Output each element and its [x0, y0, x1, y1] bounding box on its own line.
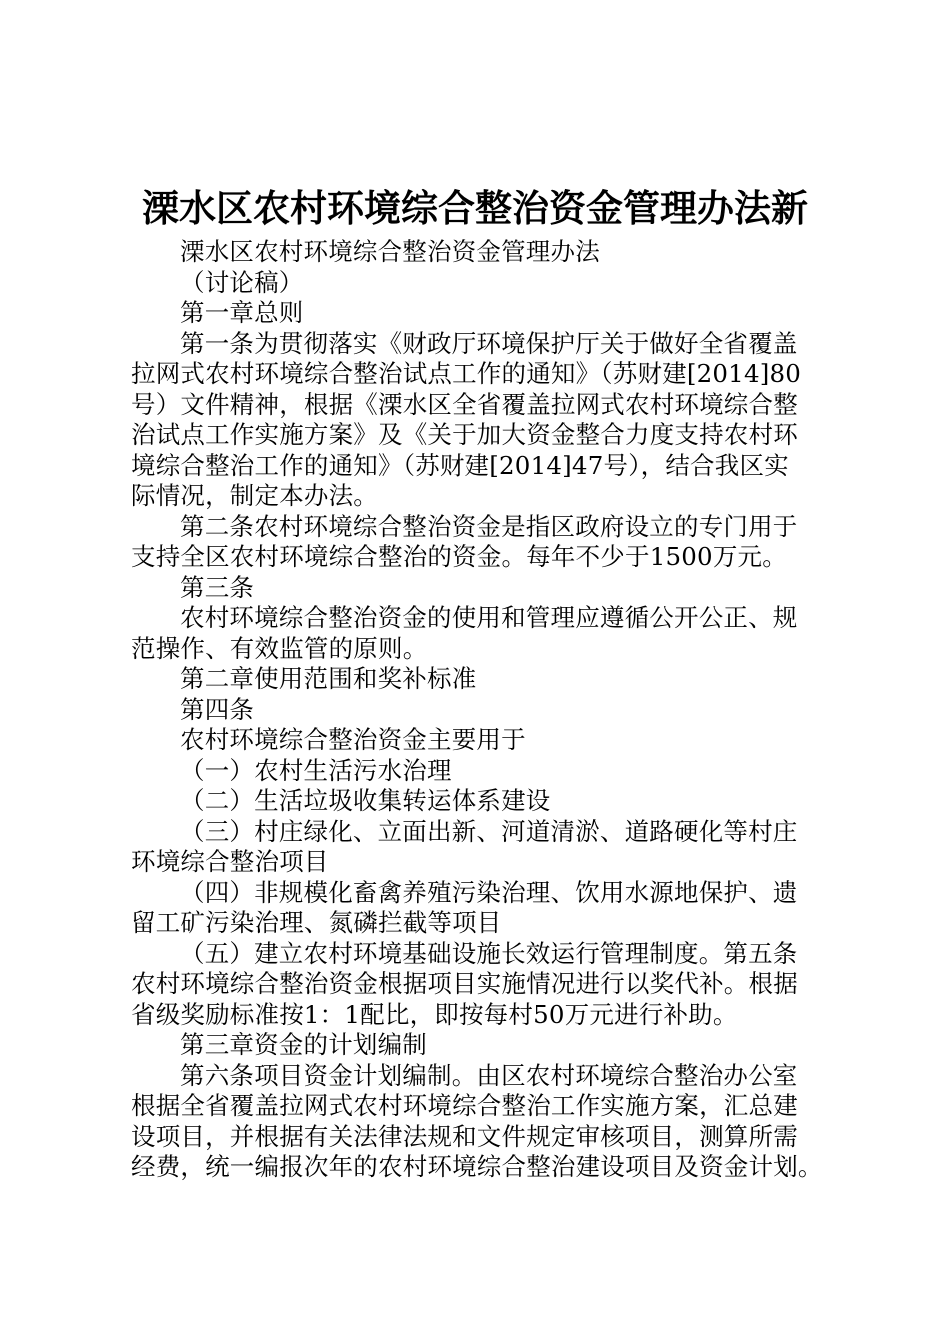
paragraph-line: 根据全省覆盖拉网式农村环境综合整治工作实施方案，汇总建: [131, 1091, 798, 1120]
list-item: （四）非规模化畜禽养殖污染治理、饮用水源地保护、遗: [180, 877, 798, 907]
paragraph-line: 第一条为贯彻落实《财政厅环境保护厅关于做好全省覆盖: [180, 328, 798, 358]
document-title: 溧水区农村环境综合整治资金管理办法新: [142, 186, 808, 230]
document-body: [131, 237, 831, 1183]
chapter-heading: 第一章总则: [180, 298, 304, 327]
paragraph-line: 号）文件精神，根据《溧水区全省覆盖拉网式农村环境综合整: [131, 389, 798, 419]
paragraph-line: 治试点工作实施方案》及《关于加大资金整合力度支持农村环: [131, 420, 798, 449]
paragraph-line: 农村环境综合整治资金主要用于: [180, 725, 526, 754]
chapter-heading: 第三章资金的计划编制: [180, 1030, 427, 1059]
paragraph-line: 经费，统一编报次年的农村环境综合整治建设项目及资金计划。: [131, 1152, 823, 1181]
chapter-heading: 第二章使用范围和奖补标准: [180, 664, 477, 693]
paragraph-line: 农村环境综合整治资金根据项目实施情况进行以奖代补。根据: [131, 969, 798, 998]
paragraph-line: 第二条农村环境综合整治资金是指区政府设立的专门用于: [180, 511, 798, 541]
list-item: （三）村庄绿化、立面出新、河道清淤、道路硬化等村庄: [180, 816, 798, 846]
paragraph-line: 省级奖励标准按1：1配比，即按每村50万元进行补助。: [131, 999, 738, 1029]
article-heading: 第三条: [180, 572, 255, 602]
paragraph-line: 支持全区农村环境综合整治的资金。每年不少于1500万元。: [131, 542, 787, 571]
paragraph-line: 际情况，制定本办法。: [131, 481, 378, 510]
paragraph-line: 农村环境综合整治资金的使用和管理应遵循公开公正、规: [180, 603, 798, 632]
list-item: （五）建立农村环境基础设施长效运行管理制度。第五条: [180, 938, 798, 968]
subtitle-line: 溧水区农村环境综合整治资金管理办法: [180, 237, 600, 266]
paragraph-line: 拉网式农村环境综合整治试点工作的通知》（苏财建[2014]80: [131, 359, 802, 388]
paragraph-line: 设项目，并根据有关法律法规和文件规定审核项目，测算所需: [131, 1121, 798, 1151]
list-item: （二）生活垃圾收集转运体系建设: [180, 786, 551, 815]
list-item-continuation: 留工矿污染治理、氮磷拦截等项目: [131, 908, 502, 937]
paragraph-line: 境综合整治工作的通知》（苏财建[2014]47号），结合我区实: [131, 450, 789, 480]
paragraph-line: 第六条项目资金计划编制。由区农村环境综合整治办公室: [180, 1060, 798, 1090]
article-heading: 第四条: [180, 694, 255, 724]
paragraph-line: 范操作、有效监管的原则。: [131, 633, 428, 663]
draft-note: （讨论稿）: [180, 267, 304, 297]
list-item: （一）农村生活污水治理: [180, 755, 452, 785]
list-item-continuation: 环境综合整治项目: [131, 847, 329, 876]
